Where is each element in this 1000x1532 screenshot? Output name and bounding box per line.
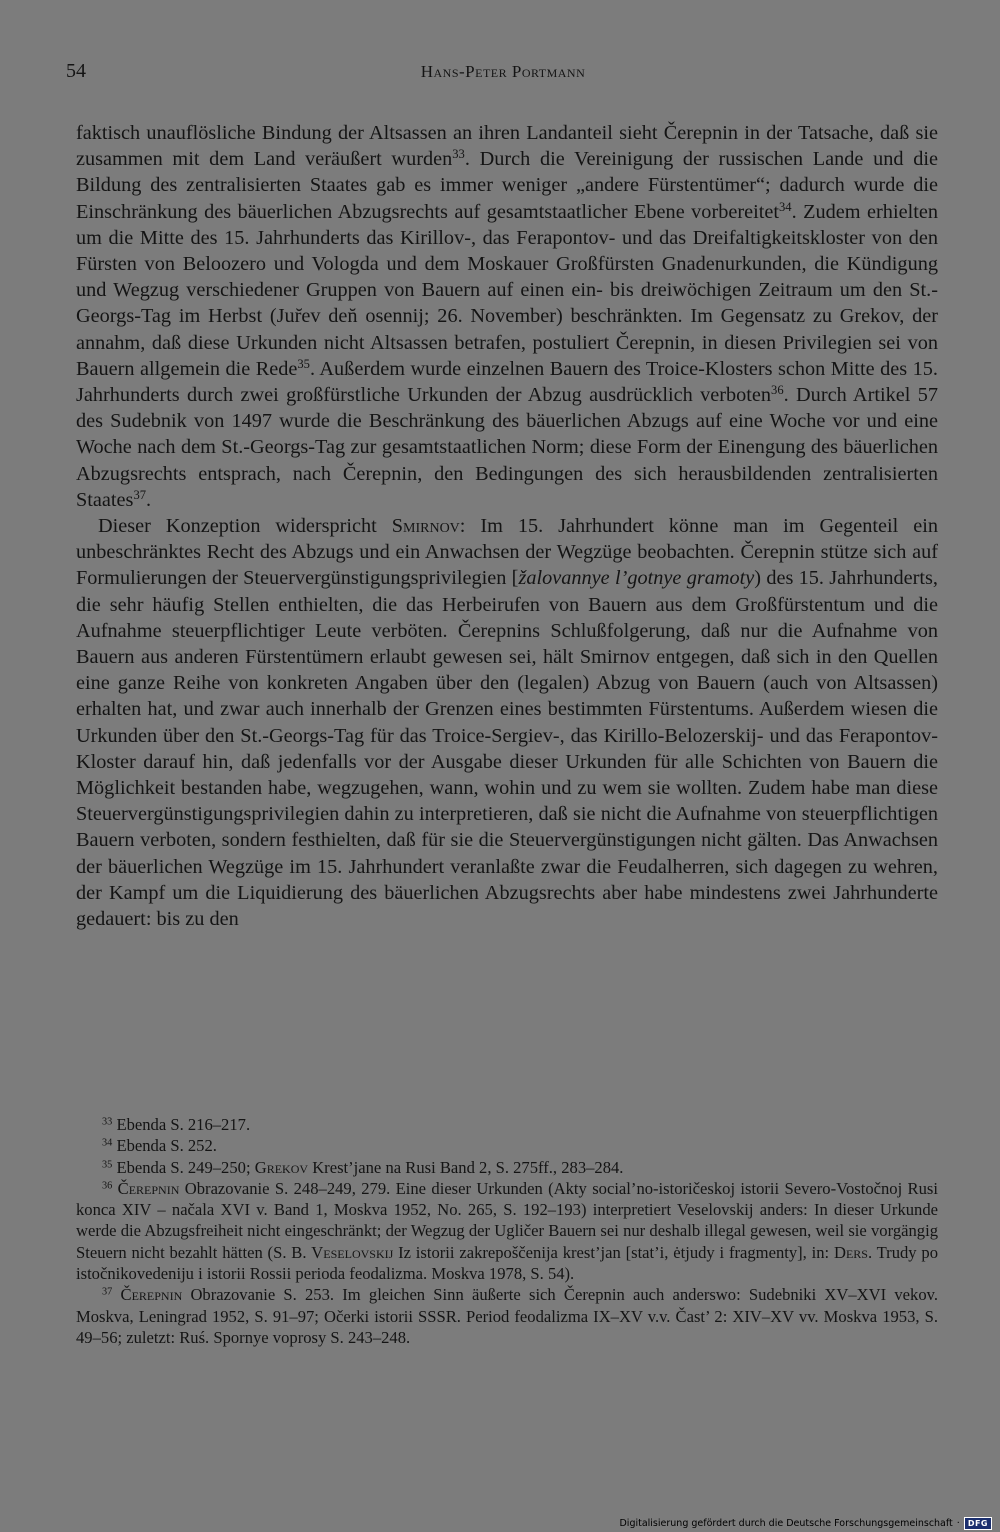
footnote-number: 35 xyxy=(102,1158,113,1170)
footnote-ref[interactable]: 37 xyxy=(133,487,147,502)
paragraph: Dieser Konzeption widerspricht Smirnov: Im 15. Jahrhundert könne man im Gegenteil ein unbeschränktes Recht des Abzugs und ein Anwachsen der Wegzüge beobachten. Čerepnin stütze sich auf Formulierungen der Steuervergünstigungsprivilegien [žalovannye l’gotnye gramoty) des 15. Jahrhunderts, die sehr häufig Stellen enthielten, die das Herbeirufen von Bauern aus dem Großfürstentum und die Aufnahme steuerpflichtiger Leute verböten. Čerepnins Schlußfolgerung, daß nur die Aufnahme von Bauern aus anderen Fürstentümern erlaubt gewesen sei, hält Smirnov entgegen, daß sich in den Quellen eine ganze Reihe von konkreten Angaben über den (legalen) Abzug von Bauern (auch von Altsassen) erhalten hat, und zwar auch innerhalb der Grenzen eines bestimmten Fürstentums. Außerdem wiesen die Urkunden über den St.-Georgs-Tag für das Troice-Sergiev-, das Kirillo-Belozerskij- und das Ferapontov-Kloster darauf hin, daß jedenfalls vor der Ausgabe dieser Urkunden für alle Schichten von Bauern die Möglichkeit bestanden habe, wegzugehen, wann, wohin und zu wem sie wollten. Zudem habe man diese Steuervergünstigungsprivilegien dahin zu interpretieren, daß sie nicht die Aufnahme von steuerpflichtigen Bauern verboten, sondern festhielten, daß für sie die Steuervergünstigungen nicht gälten. Das Anwachsen der bäuerlichen Wegzüge im 15. Jahrhundert veranlaßte zwar die Feudalherren, sich dagegen zu wehren, der Kampf um die Liquidierung des bäuerlichen Abzugsrechts aber habe mindestens zwei Jahrhunderte gedauert: bis zu den xyxy=(76,515,938,931)
separator: · xyxy=(956,1517,960,1529)
footnote: $^{35}$ Ebenda S. 249–250; Grekov Krest’jane na Rusi Band 2, S. 275ff., 283–284. xyxy=(102,1157,624,1177)
page-header xyxy=(66,60,940,90)
footnote: $^{36}$ Čerepnin Obrazovanie S. 248–249, 279. Eine dieser Urkunden (Akty social’no-istoričeskoj istorii Severo-Vostočnoj Rusi konca XIV – načala XVI v. Band 1, Moskva 1952, No. 265, S. 192–193) interpretiert Veselovskij anders: In dieser Urkunde werde die Abzugsfreiheit nicht eingeschränkt; der Wegzug der Ugličer Bauern sei nur deshalb illegal gewesen, weil sie vorgängig Steuern nicht bezahlt hätten (S. B. Veselovskij Iz istorii zakrepoščenija krest’jan [stat’i, ėtjudy i fragmenty], in: Ders. Trudy po istočnikovedeniju i istorii Rossii perioda feodalizma. Moskva 1978, S. 54). xyxy=(76,1178,938,1284)
body-text xyxy=(76,120,938,932)
footnote: $^{34}$ Ebenda S. 252. xyxy=(102,1136,217,1156)
footnote-number: 36 xyxy=(102,1180,113,1192)
footnote-ref[interactable]: 36 xyxy=(771,383,784,398)
footnote-ref[interactable]: 34 xyxy=(779,199,792,214)
footnote: $^{37}$ Čerepnin Obrazovanie S. 253. Im gleichen Sinn äußerte sich Čerepnin auch anderswo: Sudebniki XV–XVI vekov. Moskva, Leningrad 1952, S. 91–97; Očerki istorii SSSR. Period feodalizma IX–XV v.v. Čast’ 2: XIV–XV vv. Moskva 1953, S. 49–56; zuletzt: Ruś. Spornye voprosy S. 243–248. xyxy=(76,1285,938,1347)
footnote: $^{33}$ Ebenda S. 216–217. xyxy=(102,1115,251,1134)
running-head: Hans-Peter Portmann xyxy=(420,62,586,81)
footnotes xyxy=(76,1114,938,1348)
digitization-credit xyxy=(619,1516,992,1530)
footnote-number: 34 xyxy=(102,1137,113,1149)
footnote-number: 37 xyxy=(102,1286,113,1298)
dfg-logo-icon: DFG xyxy=(964,1517,992,1530)
italic-term: žalovannye l’gotnye gramoty xyxy=(518,567,755,590)
footnote-ref[interactable]: 33 xyxy=(452,147,465,162)
paragraph: faktisch unauflösliche Bindung der Altsassen an ihren Landanteil sieht Čerepnin in der Tatsache, daß sie zusammen mit dem Land veräußert wurden$^{33}$. Durch die Vereinigung der russischen Lande und die Bildung des zentralisierten Staates gab es immer weniger „andere Fürstentümer“; dadurch wurde die Einschränkung des bäuerlichen Abzugsrechts auf gesamtstaatlicher Ebene vorbereitet$^{34}$. Zudem erhielten um die Mitte des 15. Jahrhunderts das Kirillov-, das Ferapontov- und das Dreifaltigkeitskloster von den Fürsten von Beloozero und Vologda und dem Moskauer Großfürsten Gnadenurkunden, die Kündigung und Wegzug verschiedener Gruppen von Bauern auf einen ein- bis dreiwöchigen Zeitraum um den St.-Georgs-Tag im Herbst (Jur̆ev den̆ osennij; 26. November) beschränkten. Im Gegensatz zu Grekov, der annahm, daß diese Urkunden nicht Altsassen betrafen, postuliert Čerepnin, in diesen Privilegien sei von Bauern allgemein die Rede$^{35}$. Außerdem wurde einzelnen Bauern des Troice-Klosters schon Mitte des 15. Jahrhunderts durch zwei großfürstliche Urkunden der Abzug ausdrücklich verboten$^{36}$. Durch Artikel 57 des Sudebnik von 1497 wurde die Beschränkung des bäuerlichen Abzugs auf eine Woche vor und eine Woche nach dem St.-Georgs-Tag zur gesamtstaatlichen Norm; diese Form der Einengung des bäuerlichen Abzugsrechts entsprach, nach Čerepnin, den Bedingungen des sich herausbildenden zentralisierten Staates$^{37}$. xyxy=(76,122,938,511)
footnote-ref[interactable]: 35 xyxy=(297,356,310,371)
footnote-number: 33 xyxy=(102,1116,113,1128)
credit-text: Digitalisierung gefördert durch die Deutsche Forschungsgemeinschaft xyxy=(619,1517,953,1529)
author-name: Smirnov xyxy=(391,515,460,538)
page-number: 54 xyxy=(66,60,86,82)
